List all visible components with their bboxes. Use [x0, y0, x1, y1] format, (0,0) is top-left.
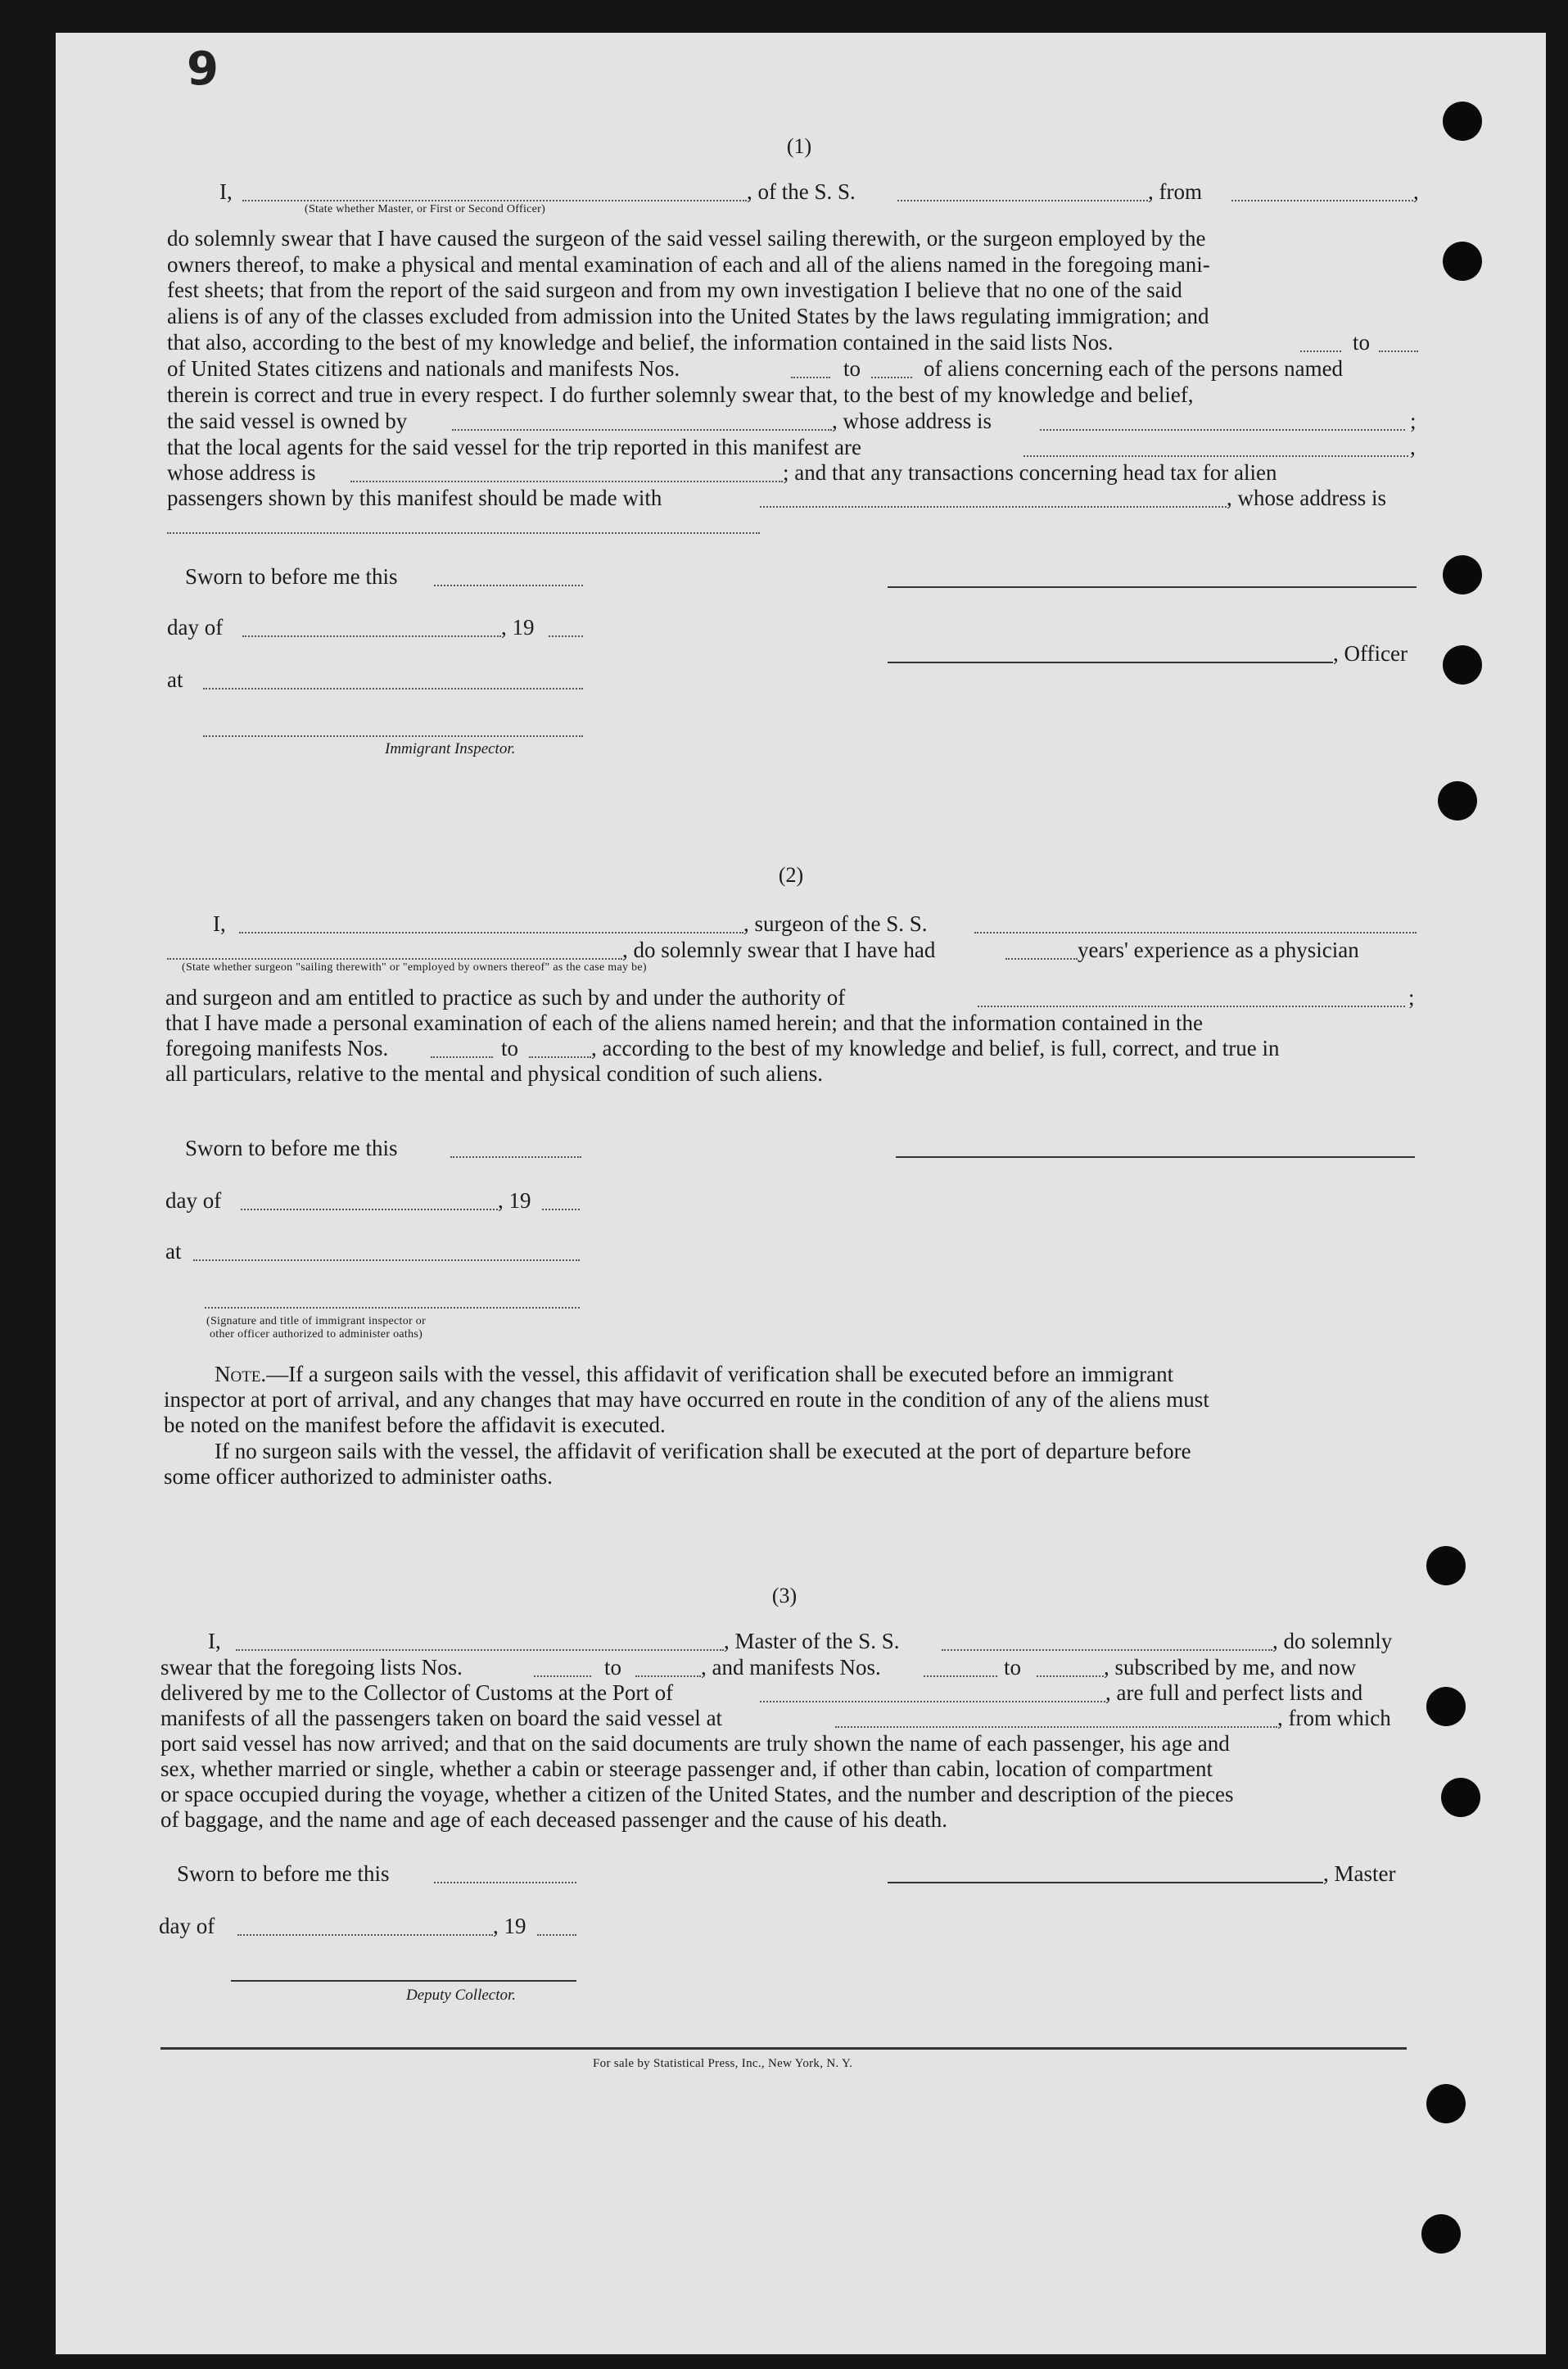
text: of aliens concerning each of the persons named [924, 356, 1344, 381]
blank-master-name[interactable] [236, 1649, 724, 1651]
blank-day-of[interactable] [242, 635, 501, 637]
note-line: some officer authorized to administer oaths. [164, 1464, 553, 1489]
text: ; [1408, 985, 1415, 1010]
master-signature-line[interactable] [888, 1882, 1323, 1883]
text: at [167, 667, 183, 692]
blank-years[interactable] [1005, 958, 1078, 960]
text: , from [1148, 179, 1202, 204]
punch-hole [1426, 2084, 1466, 2123]
blank-manifests-to[interactable] [1037, 1675, 1104, 1677]
blank-manifest-from[interactable] [431, 1056, 493, 1058]
text: to [501, 1036, 519, 1060]
text: ; [1410, 409, 1417, 433]
text: day of [159, 1914, 215, 1938]
footer-rule [160, 2047, 1407, 2050]
officer-signature-line[interactable] [888, 662, 1333, 663]
text: that I have made a personal examination of each of the aliens named herein; and that the information contained in the [165, 1010, 1204, 1035]
printer-credit: For sale by Statistical Press, Inc., New York, N. Y. [593, 2057, 853, 2070]
text: years' experience as a physician [1078, 938, 1359, 962]
text: I, [219, 179, 233, 204]
deputy-label: Deputy Collector. [406, 1987, 517, 2004]
text: I, [208, 1629, 221, 1653]
text: that the local agents for the said vessel for the trip reported in this manifest are [167, 435, 861, 459]
blank-year[interactable] [549, 635, 583, 637]
text: day of [167, 615, 224, 640]
text: or space occupied during the voyage, whether a citizen of the United States, and the number and description of the pieces [160, 1782, 1234, 1806]
oath-paragraph: do solemnly swear that I have caused the surgeon of the said vessel sailing therewith, or the surgeon employed by the owners thereof, to make a physical and mental examination of each and all of the aliens named in the foregoing mani- fest sheets; that from the report of the said surgeon and from my own investigation I believe that no one of the said aliens is of any of the classes excluded from admission into the United States by the laws regulating immigration; and [167, 226, 1210, 328]
text: day of [165, 1188, 222, 1213]
text: therein is correct and true in every respect. I do further solemnly swear that, to the best of my knowledge and belief, [167, 382, 1194, 407]
text: , and manifests Nos. [701, 1655, 881, 1680]
text: Sworn to before me this [177, 1861, 390, 1886]
text: , Master of the S. S. [724, 1629, 900, 1653]
punch-hole [1426, 1546, 1466, 1585]
text: all particulars, relative to the mental and physical condition of such aliens. [165, 1061, 823, 1086]
blank-ship-name[interactable] [897, 200, 1148, 201]
signature-note: other officer authorized to administer oaths) [210, 1328, 423, 1340]
blank-from-port[interactable] [1231, 200, 1413, 201]
blank-authority[interactable] [978, 1006, 1405, 1007]
text: to [1353, 330, 1371, 355]
text: , 19 [493, 1914, 526, 1938]
blank-manifest-from[interactable] [791, 377, 830, 378]
blank-surgeon-status[interactable] [167, 958, 622, 960]
blank-owner-address[interactable] [1040, 429, 1405, 431]
text: , are full and perfect lists and [1105, 1680, 1363, 1705]
blank-year[interactable] [537, 1934, 576, 1936]
text: the said vessel is owned by [167, 409, 408, 433]
text: , of the S. S. [747, 179, 856, 204]
punch-hole [1441, 1778, 1480, 1817]
blank-day-of[interactable] [237, 1934, 493, 1936]
text: , [1410, 435, 1416, 459]
page-mark: 9 [187, 43, 219, 96]
punch-hole [1443, 555, 1482, 595]
text: delivered by me to the Collector of Customs at the Port of [160, 1680, 674, 1705]
text: Sworn to before me this [185, 564, 398, 589]
blank-port[interactable] [760, 1701, 1105, 1702]
text: , surgeon of the S. S. [743, 911, 928, 936]
text: passengers shown by this manifest should be made with [167, 486, 662, 510]
blank-ship-name[interactable] [942, 1649, 1272, 1651]
witness-signature-line[interactable] [205, 1307, 580, 1309]
text: , whose address is [832, 409, 992, 433]
inspector-signature-line[interactable] [203, 735, 583, 737]
text: , 19 [498, 1188, 531, 1213]
section-number: (1) [786, 134, 812, 158]
text: , do solemnly swear that I have had [622, 938, 936, 962]
blank-at[interactable] [193, 1259, 580, 1261]
blank-lists-to[interactable] [635, 1675, 701, 1677]
blank-year[interactable] [542, 1209, 580, 1210]
text: Sworn to before me this [185, 1136, 398, 1160]
blank-day-of[interactable] [241, 1209, 498, 1210]
blank-owner[interactable] [452, 429, 832, 431]
inspector-label: Immigrant Inspector. [385, 740, 516, 757]
punch-hole [1443, 242, 1482, 281]
text: , whose address is [1227, 486, 1386, 510]
punch-hole [1438, 781, 1477, 821]
text: of United States citizens and nationals and manifests Nos. [167, 356, 680, 381]
punch-hole [1426, 1687, 1466, 1726]
blank-ship-name[interactable] [974, 932, 1417, 934]
blank-sworn-date[interactable] [450, 1156, 581, 1158]
signature-line[interactable] [888, 586, 1417, 588]
text: that also, according to the best of my knowledge and belief, the information contained in the said lists Nos. [167, 330, 1114, 355]
blank-surgeon-name[interactable] [239, 932, 743, 934]
text: to [604, 1655, 622, 1680]
note-line: be noted on the manifest before the affidavit is executed. [164, 1413, 666, 1437]
text: I, [213, 911, 226, 936]
officer-note: (State whether Master, or First or Second Officer) [305, 203, 546, 215]
text: at [165, 1239, 182, 1264]
note-line: Note.—If a surgeon sails with the vessel, this affidavit of verification shall be executed before an immigrant [215, 1362, 1174, 1386]
text: , Officer [1333, 641, 1408, 666]
text: , from which [1277, 1706, 1391, 1730]
text: , do solemnly [1272, 1629, 1393, 1653]
blank-manifest-to[interactable] [529, 1056, 591, 1058]
text: and surgeon and am entitled to practice as such by and under the authority of [165, 985, 846, 1010]
blank-at[interactable] [203, 688, 583, 689]
note-line: If no surgeon sails with the vessel, the affidavit of verification shall be executed at the port of departure before [215, 1439, 1191, 1463]
section-number: (3) [771, 1584, 798, 1607]
blank-manifest-to[interactable] [871, 377, 912, 378]
deputy-signature-line[interactable] [231, 1980, 576, 1982]
text: manifests of all the passengers taken on board the said vessel at [160, 1706, 723, 1730]
text: , [1413, 179, 1419, 204]
text: ; and that any transactions concerning head tax for alien [783, 460, 1277, 485]
punch-hole [1421, 2214, 1461, 2254]
text: whose address is [167, 460, 316, 485]
punch-hole [1443, 645, 1482, 685]
text: to [1004, 1655, 1022, 1680]
blank-agent-address[interactable] [350, 481, 783, 482]
text: , Master [1323, 1861, 1396, 1886]
text: of baggage, and the name and age of each deceased passenger and the cause of his death. [160, 1807, 948, 1832]
text: swear that the foregoing lists Nos. [160, 1655, 463, 1680]
blank-manifests-from[interactable] [924, 1675, 997, 1677]
text: port said vessel has now arrived; and that on the said documents are truly shown the name of each passenger, his age and [160, 1731, 1230, 1756]
note-line: inspector at port of arrival, and any changes that may have occurred en route in the condition of any of the aliens must [164, 1387, 1209, 1412]
blank-sworn-date[interactable] [434, 1882, 576, 1883]
text: , according to the best of my knowledge and belief, is full, correct, and true in [591, 1036, 1280, 1060]
blank-lists-from[interactable] [534, 1675, 591, 1677]
text: , subscribed by me, and now [1104, 1655, 1357, 1680]
text: foregoing manifests Nos. [165, 1036, 389, 1060]
blank-sworn-date[interactable] [434, 585, 583, 586]
punch-hole [1443, 102, 1482, 141]
blank-head-tax-agent[interactable] [760, 506, 1227, 508]
section-number: (2) [778, 863, 804, 887]
blank-head-tax-address[interactable] [167, 532, 760, 534]
blank-boarding-port[interactable] [835, 1726, 1277, 1728]
blank-list-to[interactable] [1379, 350, 1418, 352]
text: sex, whether married or single, whether a cabin or steerage passenger and, if other than cabin, location of compartment [160, 1756, 1213, 1781]
text: to [843, 356, 861, 381]
blank-local-agents[interactable] [1023, 455, 1408, 457]
surgeon-note: (State whether surgeon "sailing therewith" or "employed by owners thereof" as the case may be) [182, 961, 647, 974]
blank-officer-name[interactable] [242, 200, 747, 201]
signature-note: (Signature and title of immigrant inspector or [206, 1315, 427, 1327]
surgeon-signature-line[interactable] [896, 1156, 1415, 1158]
blank-list-from[interactable] [1300, 350, 1341, 352]
text: , 19 [501, 615, 535, 640]
